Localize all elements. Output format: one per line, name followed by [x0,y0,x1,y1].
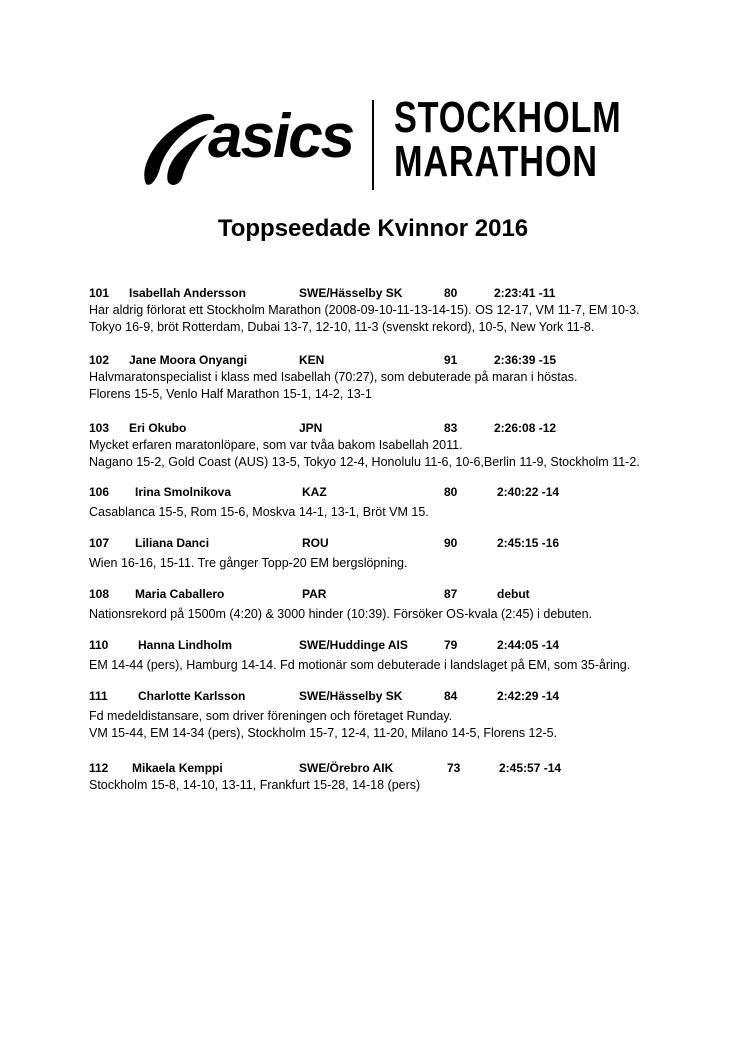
runner-name: Irina Smolnikova [135,485,232,499]
runner-club: JPN [299,421,323,435]
runner-year: 84 [444,689,458,703]
runner-note: Florens 15-5, Venlo Half Marathon 15-1, 14-2, 13-1 [89,387,372,401]
runner-note: Tokyo 16-9, bröt Rotterdam, Dubai 13-7, 12-10, 11-3 (svenskt rekord), 10-5, New York 11-8. [89,320,595,334]
runner-header [89,285,689,302]
runner-entry [89,352,689,403]
runner-year: 83 [444,421,458,435]
runner-club: KAZ [302,485,327,499]
runner-header [89,352,689,369]
event-wordmark [394,93,622,186]
event-line-2: MARATHON [394,137,598,186]
runner-entry [89,637,689,674]
runner-header [89,535,689,552]
runner-club: KEN [299,353,325,367]
runner-year: 73 [447,761,461,775]
runner-header [89,484,689,501]
runner-bib: 112 [89,761,109,775]
asics-wordmark: asics [208,102,354,171]
runner-note: Har aldrig förlorat ett Stockholm Marathon (2008-09-10-11-13-14-15). OS 12-17, VM 11-7, EM 10-3. [89,303,640,317]
runner-header [89,637,689,654]
runner-club: SWE/Örebro AIK [299,761,394,775]
runner-note: Mycket erfaren maratonlöpare, som var tvåa bakom Isabellah 2011. [89,438,463,452]
runner-entry [89,688,689,742]
runner-name: Eri Okubo [129,421,187,435]
runner-year: 79 [444,638,458,652]
runner-name: Mikaela Kemppi [132,761,223,775]
runner-year: 91 [444,353,458,367]
runner-note: Casablanca 15-5, Rom 15-6, Moskva 14-1, 13-1, Bröt VM 15. [89,505,429,519]
runner-header [89,420,689,437]
runner-note: Nationsrekord på 1500m (4:20) & 3000 hinder (10:39). Försöker OS-kvala (2:45) i debuten. [89,607,593,621]
runner-name: Charlotte Karlsson [138,689,246,703]
runner-club: SWE/Huddinge AIS [299,638,408,652]
runner-entry [89,535,689,572]
runner-bib: 102 [89,353,110,367]
runner-note: EM 14-44 (pers), Hamburg 14-14. Fd motionär som debuterade i landslaget på EM, som 35-åring. [89,658,631,672]
runner-name: Maria Caballero [135,587,225,601]
asics-stripes-icon [138,96,218,196]
runner-name: Jane Moora Onyangi [129,353,248,367]
runner-header [89,688,689,705]
runner-year: 87 [444,587,458,601]
runner-bib: 103 [89,421,110,435]
runner-entry [89,586,689,623]
runner-bib: 106 [89,485,110,499]
runner-pb: 2:44:05 -14 [497,638,560,652]
runner-entry [89,285,689,336]
runner-name: Liliana Danci [135,536,210,550]
runner-pb: 2:26:08 -12 [494,421,557,435]
asics-stockholm-marathon-logo [138,93,622,196]
event-line-1: STOCKHOLM [394,93,622,142]
runner-note: Nagano 15-2, Gold Coast (AUS) 13-5, Tokyo 12-4, Honolulu 11-6, 10-6,Berlin 11-9, Stockholm 11-2. [89,455,640,469]
runner-bib: 107 [89,536,110,550]
runner-pb: debut [497,587,530,601]
runner-bib: 108 [89,587,110,601]
runner-pb: 2:42:29 -14 [497,689,560,703]
runner-pb: 2:40:22 -14 [497,485,560,499]
runner-note: Fd medeldistansare, som driver föreningen och företaget Runday. [89,709,453,723]
runner-club: SWE/Hässelby SK [299,689,403,703]
runner-note: Stockholm 15-8, 14-10, 13-11, Frankfurt 15-28, 14-18 (pers) [89,778,421,792]
runner-entry [89,484,689,521]
logo-divider [372,100,374,190]
runner-name: Isabellah Andersson [129,286,246,300]
runner-entry [89,420,689,471]
runner-club: SWE/Hässelby SK [299,286,403,300]
runner-bib: 101 [89,286,110,300]
runner-header [89,760,689,777]
runner-name: Hanna Lindholm [138,638,232,652]
runner-pb: 2:45:15 -16 [497,536,560,550]
runner-pb: 2:23:41 -11 [494,286,556,300]
runner-club: PAR [302,587,327,601]
runner-bib: 110 [89,638,109,652]
runner-note: VM 15-44, EM 14-34 (pers), Stockholm 15-7, 12-4, 11-20, Milano 14-5, Florens 12-5. [89,726,558,740]
runner-entry [89,760,689,794]
runner-year: 90 [444,536,458,550]
runner-year: 80 [444,485,458,499]
runner-note: Wien 16-16, 15-11. Tre gånger Topp-20 EM bergslöpning. [89,556,408,570]
runner-pb: 2:36:39 -15 [494,353,557,367]
runner-note: Halvmaratonspecialist i klass med Isabellah (70:27), som debuterade på maran i höstas. [89,370,578,384]
runner-header [89,586,689,603]
page-title: Toppseedade Kvinnor 2016 [217,215,529,242]
runner-bib: 111 [89,689,108,703]
runner-year: 80 [444,286,458,300]
runner-pb: 2:45:57 -14 [499,761,562,775]
runner-club: ROU [302,536,329,550]
